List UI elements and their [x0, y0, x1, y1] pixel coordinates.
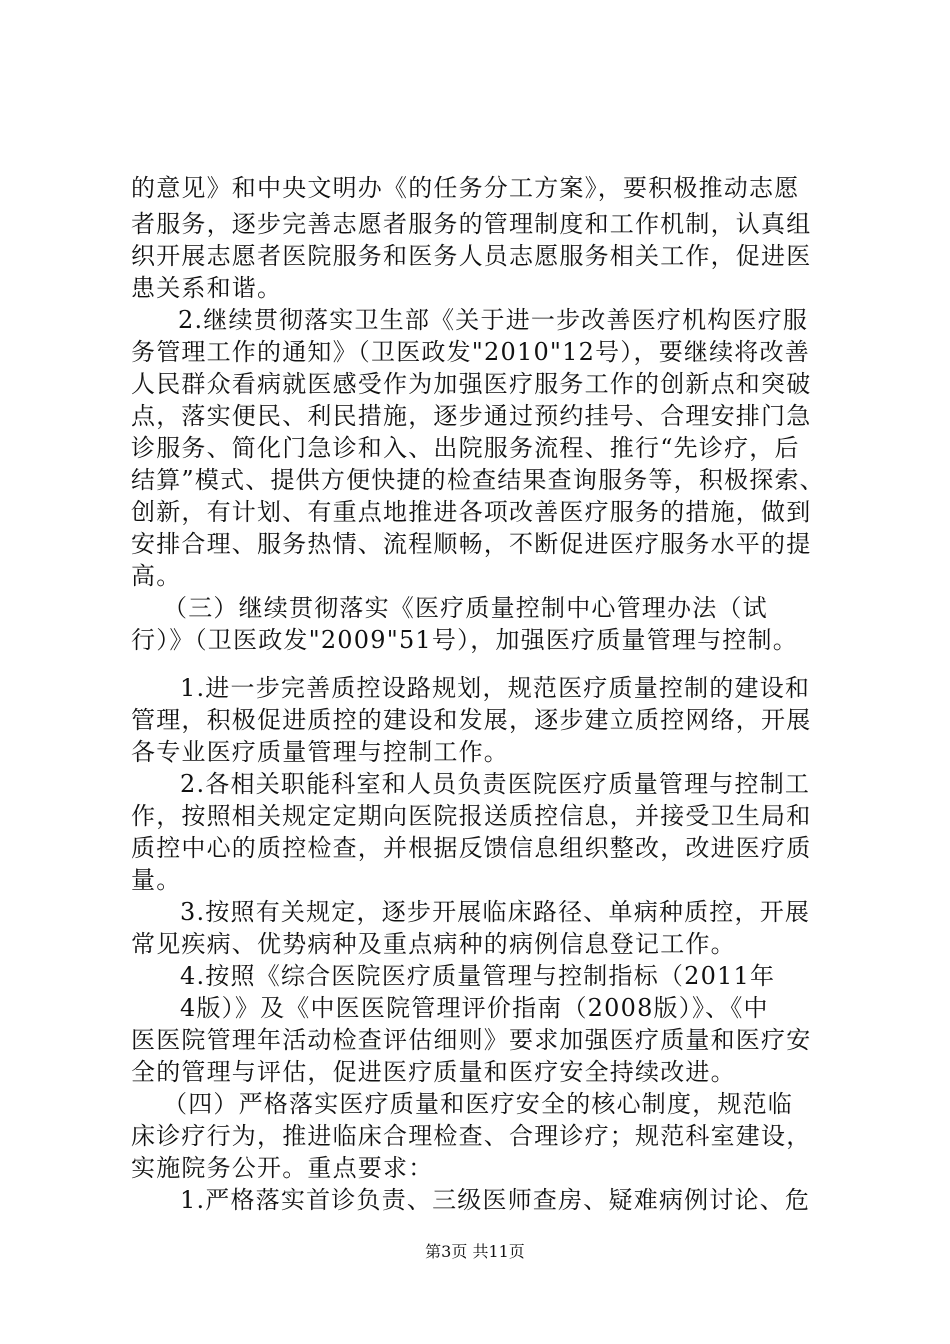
text-line: 1.进一步完善质控设路规划，规范医疗质量控制的建设和 — [180, 674, 811, 702]
text-line: 各专业医疗质量管理与控制工作。 — [131, 738, 509, 766]
text-line: 点，落实便民、利民措施，逐步通过预约挂号、合理安排门急 — [131, 402, 812, 430]
text-line: 务管理工作的通知》（卫医政发"2010"12号），要继续将改善 — [131, 338, 810, 366]
text-line: 患关系和谐。 — [131, 274, 283, 302]
text-line: 4.按照《综合医院医疗质量管理与控制指标（2011年 — [180, 962, 776, 990]
text-line: 床诊疗行为，推进临床合理检查、合理诊疗；规范科室建设， — [131, 1122, 812, 1150]
text-line: 量。 — [131, 866, 182, 894]
text-line: （四）严格落实医疗质量和医疗安全的核心制度，规范临 — [163, 1090, 793, 1118]
text-line: 2.各相关职能科室和人员负责医院医疗质量管理与控制工 — [180, 770, 811, 798]
text-line: 3.按照有关规定，逐步开展临床路径、单病种质控，开展 — [180, 898, 811, 926]
text-line: （三）继续贯彻落实《医疗质量控制中心管理办法（试 — [163, 594, 768, 622]
text-line: 作，按照相关规定定期向医院报送质控信息，并接受卫生局和 — [131, 802, 812, 830]
text-line: 2.继续贯彻落实卫生部《关于进一步改善医疗机构医疗服 — [178, 306, 809, 334]
text-line: 质控中心的质控检查，并根据反馈信息组织整改，改进医疗质 — [131, 834, 812, 862]
text-line: 医医院管理年活动检查评估细则》要求加强医疗质量和医疗安 — [131, 1026, 812, 1054]
text-line: 人民群众看病就医感受作为加强医疗服务工作的创新点和突破 — [131, 370, 812, 398]
text-line: 诊服务、简化门急诊和入、出院服务流程、推行“先诊疗，后 — [131, 434, 800, 462]
text-line: 行）》（卫医政发"2009"51号），加强医疗质量管理与控制。 — [131, 626, 798, 654]
text-line: 常见疾病、优势病种及重点病种的病例信息登记工作。 — [131, 930, 736, 958]
page-number-footer: 第3页 共11页 — [425, 1242, 525, 1261]
text-line: 高。 — [131, 562, 182, 590]
text-line: 创新，有计划、有重点地推进各项改善医疗服务的措施，做到 — [131, 498, 812, 526]
text-line: 结算”模式、提供方便快捷的检查结果查询服务等，积极探索、 — [131, 466, 825, 494]
text-line: 的意见》和中央文明办《的任务分工方案》，要积极推动志愿 — [131, 174, 800, 202]
text-line: 织开展志愿者医院服务和医务人员志愿服务相关工作，促进医 — [131, 242, 812, 270]
text-line: 1.严格落实首诊负责、三级医师查房、疑难病例讨论、危 — [180, 1186, 811, 1214]
text-line: 4版）》及《中医医院管理评价指南（2008版）》、《中 — [180, 994, 769, 1022]
text-line: 实施院务公开。重点要求： — [131, 1154, 434, 1182]
text-line: 安排合理、服务热情、流程顺畅，不断促进医疗服务水平的提 — [131, 530, 812, 558]
text-line: 全的管理与评估，促进医疗质量和医疗安全持续改进。 — [131, 1058, 736, 1086]
text-line: 管理，积极促进质控的建设和发展，逐步建立质控网络，开展 — [131, 706, 812, 734]
text-line: 者服务，逐步完善志愿者服务的管理制度和工作机制，认真组 — [131, 210, 812, 238]
